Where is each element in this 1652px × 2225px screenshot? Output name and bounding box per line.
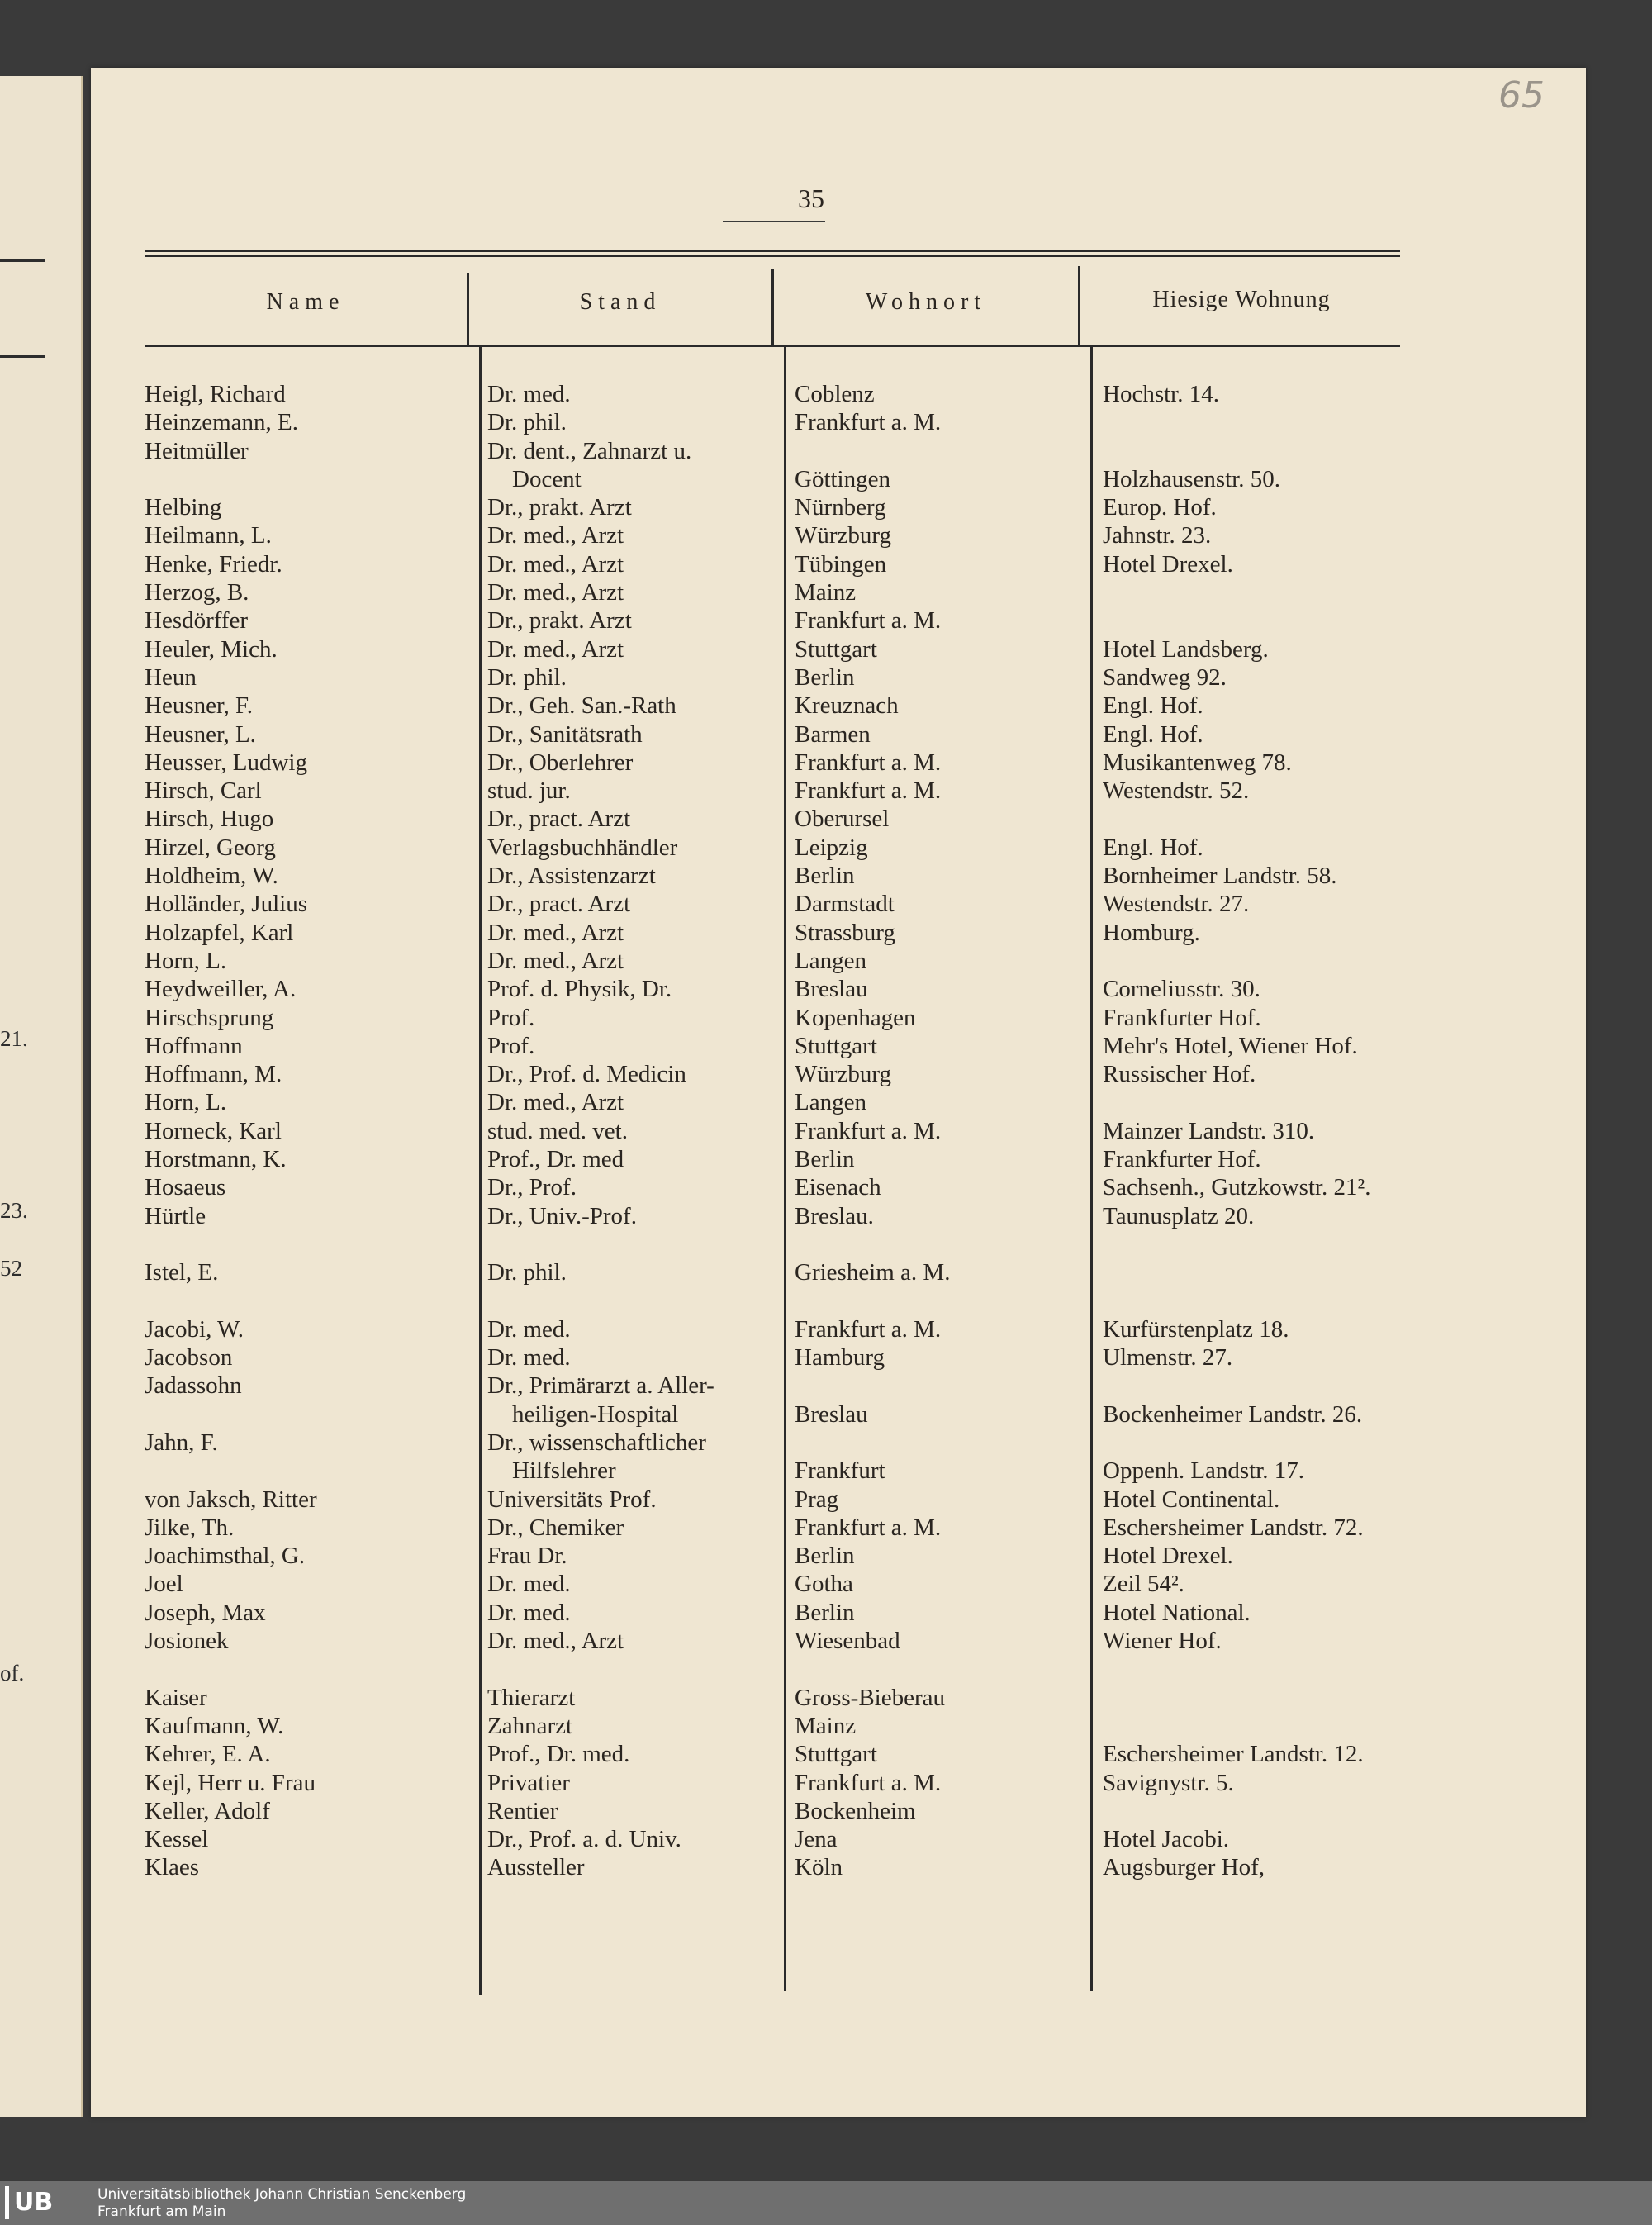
- entry-stand-line: heiligen-Hospital: [512, 1400, 679, 1428]
- entry-wohnort: Barmen: [795, 720, 871, 748]
- entry-stand-line: Dr., Prof. d. Medicin: [487, 1061, 686, 1088]
- entry-wohnort: Frankfurt: [795, 1457, 885, 1485]
- entry-stand-line: Dr. med.: [487, 1315, 571, 1343]
- entry-stand: [487, 1060, 686, 1088]
- entry-stand-line: Dr. med., Arzt: [487, 919, 624, 946]
- table-row: [145, 1202, 1433, 1230]
- entry-wohnung: Eschersheimer Landstr. 12.: [1103, 1741, 1364, 1768]
- entry-stand: [487, 834, 677, 862]
- entry-stand: [487, 635, 624, 663]
- entry-name: Horneck, Karl: [145, 1117, 282, 1144]
- entry-wohnung: Taunusplatz 20.: [1103, 1202, 1255, 1229]
- entry-name: Horn, L.: [145, 1089, 227, 1116]
- entry-wohnung: Hotel Landsberg.: [1103, 635, 1269, 663]
- entry-stand-line: Dr., pract. Arzt: [487, 806, 631, 833]
- entry-stand: [487, 663, 567, 692]
- entry-stand-line: Dr. med., Arzt: [487, 522, 624, 549]
- entry-wohnung: Bornheimer Landstr. 58.: [1103, 863, 1337, 890]
- entry-name: Heilmann, L.: [145, 522, 272, 549]
- entry-name: Heuler, Mich.: [145, 635, 278, 663]
- table-row: [145, 408, 1433, 436]
- entry-name: Heigl, Richard: [145, 381, 286, 407]
- table-row: [145, 1088, 1433, 1116]
- entry-stand: [487, 1599, 571, 1627]
- table-row: [145, 1599, 1433, 1627]
- entry-wohnung: Frankfurter Hof.: [1103, 1146, 1261, 1173]
- entry-stand-line: Dr., Geh. San.-Rath: [487, 692, 676, 720]
- entry-name: Jahn, F.: [145, 1429, 218, 1456]
- entry-wohnung: Europ. Hof.: [1103, 494, 1217, 521]
- entry-name: von Jaksch, Ritter: [145, 1486, 317, 1513]
- left-page-fragment: of.: [0, 1661, 25, 1685]
- entry-name: Joel: [145, 1571, 183, 1598]
- table-row: [145, 720, 1433, 749]
- table-header-rule: [145, 345, 1400, 347]
- entry-wohnung: Hotel National.: [1103, 1599, 1251, 1626]
- entry-wohnung: Bockenheimer Landstr. 26.: [1103, 1400, 1363, 1428]
- entry-name: Klaes: [145, 1854, 200, 1881]
- entry-stand-line: Dr., Univ.-Prof.: [487, 1202, 637, 1229]
- entry-wohnort: Berlin: [795, 1146, 855, 1173]
- entry-wohnort: Würzburg: [795, 1061, 892, 1088]
- entry-stand-line: Dr. phil.: [487, 409, 567, 436]
- entry-wohnort: Berlin: [795, 1543, 855, 1570]
- left-page-fragment: 52: [0, 1256, 22, 1281]
- table-row: [145, 890, 1433, 918]
- entry-name: Heun: [145, 663, 197, 691]
- entry-stand-line: Dr., Chemiker: [487, 1514, 624, 1541]
- entry-wohnung: Mehr's Hotel, Wiener Hof.: [1103, 1032, 1358, 1059]
- entry-name: Hirschsprung: [145, 1004, 274, 1031]
- entry-wohnort: Leipzig: [795, 834, 868, 861]
- entry-wohnort: Frankfurt a. M.: [795, 1315, 942, 1343]
- table-row: [145, 975, 1433, 1003]
- entry-stand-line: Dr. med., Arzt: [487, 635, 624, 663]
- entry-stand-line: Dr., prakt. Arzt: [487, 607, 632, 635]
- entry-name: Heusner, F.: [145, 692, 254, 720]
- document-page: [91, 68, 1586, 2117]
- entry-stand: [487, 1542, 567, 1570]
- table-row: [145, 1173, 1433, 1201]
- entry-wohnung: Westendstr. 52.: [1103, 777, 1250, 805]
- entry-name: Istel, E.: [145, 1259, 219, 1286]
- entry-stand-line: Dr. phil.: [487, 663, 567, 691]
- table-row: [145, 1372, 1433, 1429]
- entry-stand: [487, 749, 633, 777]
- entry-stand-line: Dr. med.: [487, 1571, 571, 1598]
- entry-name: Hirzel, Georg: [145, 834, 276, 861]
- entry-name: Hirsch, Hugo: [145, 806, 274, 833]
- library-footer: [0, 2181, 1652, 2225]
- entry-wohnung: Corneliusstr. 30.: [1103, 976, 1260, 1003]
- entry-stand-line: Frau Dr.: [487, 1543, 567, 1570]
- table-row: [145, 663, 1433, 692]
- footer-line-2: Frankfurt am Main: [97, 2204, 226, 2220]
- entry-wohnort: Langen: [795, 1089, 866, 1116]
- table-row: [145, 635, 1433, 663]
- entry-stand: [487, 862, 656, 890]
- entry-stand: [487, 1486, 657, 1514]
- left-page-rule: [0, 355, 45, 358]
- entry-name: Keller, Adolf: [145, 1797, 270, 1824]
- entry-stand-line: Dr., Prof.: [487, 1174, 577, 1201]
- left-page-fragment: 21.: [0, 1026, 28, 1051]
- entry-stand-line: stud. jur.: [487, 777, 571, 805]
- entry-name: Kejl, Herr u. Frau: [145, 1769, 316, 1796]
- table-row: [145, 493, 1433, 521]
- table-row: [145, 1740, 1433, 1768]
- table-row: [145, 1258, 1433, 1286]
- entry-wohnung: Westendstr. 27.: [1103, 891, 1250, 918]
- entry-wohnort: Frankfurt a. M.: [795, 749, 942, 776]
- entry-wohnort: Darmstadt: [795, 891, 895, 918]
- entry-stand: [487, 1684, 575, 1712]
- entry-wohnung: Eschersheimer Landstr. 72.: [1103, 1514, 1364, 1541]
- entry-wohnung: Frankfurter Hof.: [1103, 1004, 1261, 1031]
- left-page-fragment: 23.: [0, 1198, 28, 1223]
- entry-stand: [487, 890, 630, 918]
- footer-text: [97, 2186, 466, 2221]
- entry-stand: [487, 1343, 571, 1372]
- entry-wohnung: Musikantenweg 78.: [1103, 749, 1292, 776]
- table-row: [145, 1684, 1433, 1712]
- entry-wohnung: Mainzer Landstr. 310.: [1103, 1117, 1315, 1144]
- entry-stand-line: Dr., Oberlehrer: [487, 749, 634, 776]
- entry-wohnort: Stuttgart: [795, 1032, 877, 1059]
- entry-stand: [487, 521, 624, 549]
- table-row: [145, 1853, 1433, 1881]
- left-page-rule: [0, 259, 45, 262]
- entry-name: Jilke, Th.: [145, 1514, 235, 1541]
- entry-wohnung: Savignystr. 5.: [1103, 1769, 1234, 1796]
- entry-stand: [487, 1117, 628, 1145]
- entry-wohnort: Breslau: [795, 976, 868, 1003]
- entry-stand: [487, 1797, 558, 1825]
- entry-wohnung: Wiener Hof.: [1103, 1628, 1222, 1655]
- entry-stand: [487, 1740, 629, 1768]
- entry-stand: [487, 1825, 681, 1853]
- entry-wohnort: Berlin: [795, 1599, 855, 1626]
- entry-stand-line: Verlagsbuchhändler: [487, 834, 678, 861]
- entry-stand-line: Privatier: [487, 1769, 570, 1796]
- entry-wohnort: Kopenhagen: [795, 1004, 916, 1031]
- table-row: [145, 1117, 1433, 1145]
- entry-wohnung: Engl. Hof.: [1103, 720, 1203, 748]
- entry-wohnort: Gross-Bieberau: [795, 1684, 946, 1711]
- entry-wohnort: Prag: [795, 1486, 839, 1513]
- entry-wohnung: Kurfürstenplatz 18.: [1103, 1315, 1289, 1343]
- entry-wohnung: Ulmenstr. 27.: [1103, 1344, 1233, 1372]
- table-top-rule: [145, 250, 1400, 252]
- entry-name: Herzog, B.: [145, 579, 249, 606]
- entry-stand: [487, 408, 567, 436]
- entry-stand-line: Dr., Primärarzt a. Aller-: [487, 1372, 714, 1400]
- ub-logo: UB: [5, 2186, 58, 2219]
- table-row: [145, 1315, 1433, 1343]
- table-top-rule: [145, 255, 1400, 257]
- table-row: [145, 1429, 1433, 1486]
- entry-name: Jacobi, W.: [145, 1315, 244, 1343]
- entry-name: Heitmüller: [145, 437, 249, 464]
- entry-wohnung: Russischer Hof.: [1103, 1061, 1256, 1088]
- entry-wohnung: Hotel Jacobi.: [1103, 1826, 1230, 1853]
- entry-stand-line: Dr. phil.: [487, 1259, 567, 1286]
- entry-stand-line: Prof. d. Physik, Dr.: [487, 976, 672, 1003]
- entry-stand: [487, 1202, 637, 1230]
- entry-wohnung: Oppenh. Landstr. 17.: [1103, 1457, 1305, 1485]
- entry-wohnort: Frankfurt a. M.: [795, 1514, 942, 1541]
- table-row: [145, 1343, 1433, 1372]
- entry-stand-line: Docent: [512, 465, 582, 492]
- entry-stand: [487, 1372, 714, 1429]
- entry-name: Horn, L.: [145, 947, 227, 974]
- entry-name: Kaufmann, W.: [145, 1712, 284, 1739]
- entry-stand: [487, 1712, 572, 1740]
- entry-name: Heinzemann, E.: [145, 409, 299, 436]
- entry-wohnort: Frankfurt a. M.: [795, 1117, 942, 1144]
- entry-stand: [487, 550, 624, 578]
- entry-stand: [487, 493, 632, 521]
- entry-stand-line: Dr. med., Arzt: [487, 947, 624, 974]
- register-table-body: [145, 380, 1433, 1882]
- table-row: [145, 1769, 1433, 1797]
- entry-wohnort: Griesheim a. M.: [795, 1259, 951, 1286]
- table-row: [145, 1712, 1433, 1740]
- entry-stand: [487, 1315, 571, 1343]
- entry-wohnort: Hamburg: [795, 1344, 885, 1372]
- entry-stand: [487, 1627, 624, 1655]
- entry-stand: [487, 1570, 571, 1598]
- entry-wohnort: Breslau.: [795, 1202, 874, 1229]
- entry-wohnort: Stuttgart: [795, 635, 877, 663]
- entry-stand: [487, 1145, 624, 1173]
- table-row: [145, 834, 1433, 862]
- entry-stand: [487, 1088, 624, 1116]
- table-row: [145, 1032, 1433, 1060]
- entry-wohnort: Frankfurt a. M.: [795, 607, 942, 635]
- entry-stand: [487, 437, 691, 494]
- entry-stand-line: Hilfslehrer: [512, 1457, 616, 1485]
- entry-wohnort: Berlin: [795, 863, 855, 890]
- column-header-wohnung: Hiesige Wohnung: [1152, 287, 1331, 312]
- entry-wohnung: Holzhausenstr. 50.: [1103, 465, 1281, 492]
- entry-name: Holzapfel, Karl: [145, 919, 294, 946]
- entry-stand: [487, 1769, 570, 1797]
- entry-stand-line: stud. med. vet.: [487, 1117, 628, 1144]
- entry-wohnort: Bockenheim: [795, 1797, 916, 1824]
- table-row: [145, 1004, 1433, 1032]
- entry-name: Josionek: [145, 1628, 229, 1655]
- table-row: [145, 862, 1433, 890]
- entry-stand-line: Universitäts Prof.: [487, 1486, 657, 1513]
- entry-stand: [487, 720, 643, 749]
- entry-wohnung: Augsburger Hof,: [1103, 1854, 1265, 1881]
- entry-name: Hosaeus: [145, 1174, 226, 1201]
- table-row: [145, 1825, 1433, 1853]
- entry-stand-line: Zahnarzt: [487, 1712, 573, 1739]
- entry-stand: [487, 1004, 534, 1032]
- entry-name: Kessel: [145, 1826, 209, 1853]
- page-number: 35: [798, 183, 824, 213]
- column-header-wohnort: Wohnort: [865, 289, 987, 315]
- entry-name: Heydweiller, A.: [145, 976, 297, 1003]
- entry-stand-line: Dr., prakt. Arzt: [487, 494, 632, 521]
- entry-stand-line: Prof.: [487, 1004, 535, 1031]
- entry-wohnort: Coblenz: [795, 381, 875, 407]
- column-header-stand: Stand: [579, 289, 662, 315]
- entry-wohnort: Tübingen: [795, 550, 887, 578]
- entry-wohnort: Frankfurt a. M.: [795, 409, 942, 436]
- entry-stand: [487, 919, 624, 947]
- entry-wohnung: Hotel Drexel.: [1103, 1543, 1233, 1570]
- entry-stand-line: Dr., Assistenzarzt: [487, 863, 656, 890]
- entry-wohnort: Strassburg: [795, 919, 895, 946]
- entry-name: Kaiser: [145, 1684, 207, 1711]
- entry-stand: [487, 380, 571, 408]
- table-row: [145, 805, 1433, 833]
- entry-wohnort: Gotha: [795, 1571, 853, 1598]
- entry-stand: [487, 692, 676, 720]
- table-row: [145, 1514, 1433, 1542]
- table-row: [145, 692, 1433, 720]
- entry-stand-line: Dr. med., Arzt: [487, 579, 624, 606]
- table-row: [145, 1570, 1433, 1598]
- entry-stand: [487, 947, 624, 975]
- entry-wohnort: Mainz: [795, 579, 857, 606]
- table-row: [145, 606, 1433, 635]
- column-header-name: Name: [266, 289, 345, 315]
- entry-stand: [487, 975, 672, 1003]
- entry-stand-line: Dr. med., Arzt: [487, 550, 624, 578]
- entry-wohnort: Würzburg: [795, 522, 892, 549]
- entry-stand-line: Dr., Sanitätsrath: [487, 720, 643, 748]
- entry-wohnung: Jahnstr. 23.: [1103, 522, 1212, 549]
- entry-wohnort: Kreuznach: [795, 692, 899, 720]
- entry-name: Hoffmann: [145, 1032, 243, 1059]
- entry-wohnung: Homburg.: [1103, 919, 1200, 946]
- entry-name: Hesdörffer: [145, 607, 249, 635]
- entry-stand-line: Dr. dent., Zahnarzt u.: [487, 437, 692, 464]
- entry-wohnort: Stuttgart: [795, 1741, 877, 1768]
- entry-name: Joseph, Max: [145, 1599, 266, 1626]
- entry-stand: [487, 578, 624, 606]
- entry-stand-line: Dr., pract. Arzt: [487, 891, 631, 918]
- table-row: [145, 1060, 1433, 1088]
- entry-wohnort: Eisenach: [795, 1174, 881, 1201]
- entry-wohnort: Berlin: [795, 663, 855, 691]
- entry-stand-line: Thierarzt: [487, 1684, 576, 1711]
- entry-stand-line: Dr. med.: [487, 1599, 571, 1626]
- table-row: [145, 1797, 1433, 1825]
- entry-wohnung: Zeil 54².: [1103, 1571, 1184, 1598]
- entry-stand-line: Prof., Dr. med.: [487, 1741, 630, 1768]
- entry-wohnung: Hotel Continental.: [1103, 1486, 1280, 1513]
- entry-stand: [487, 805, 630, 833]
- entry-name: Heusser, Ludwig: [145, 749, 307, 776]
- entry-stand: [487, 1258, 567, 1286]
- entry-wohnort: Jena: [795, 1826, 838, 1853]
- entry-wohnung: Hotel Drexel.: [1103, 550, 1233, 578]
- entry-name: Henke, Friedr.: [145, 550, 282, 578]
- table-row: [145, 1627, 1433, 1655]
- entry-name: Hirsch, Carl: [145, 777, 262, 805]
- table-row: [145, 777, 1433, 805]
- entry-stand-line: Dr. med.: [487, 381, 571, 407]
- entry-wohnort: Frankfurt a. M.: [795, 777, 942, 805]
- entry-wohnort: Mainz: [795, 1712, 857, 1739]
- entry-wohnort: Köln: [795, 1854, 843, 1881]
- entry-stand-line: Dr., wissenschaftlicher: [487, 1429, 706, 1456]
- entry-wohnort: Breslau: [795, 1400, 868, 1428]
- entry-stand: [487, 1429, 706, 1486]
- entry-name: Hürtle: [145, 1202, 206, 1229]
- entry-name: Hoffmann, M.: [145, 1061, 282, 1088]
- entry-stand-line: Dr. med., Arzt: [487, 1628, 624, 1655]
- entry-wohnung: Sachsenh., Gutzkowstr. 21².: [1103, 1174, 1371, 1201]
- entry-name: Holdheim, W.: [145, 863, 278, 890]
- entry-name: Horstmann, K.: [145, 1146, 287, 1173]
- table-row: [145, 749, 1433, 777]
- entry-stand-line: Prof., Dr. med: [487, 1146, 624, 1173]
- entry-wohnort: Langen: [795, 947, 866, 974]
- entry-name: Jacobson: [145, 1344, 233, 1372]
- table-row: [145, 919, 1433, 947]
- entry-wohnort: Wiesenbad: [795, 1628, 900, 1655]
- table-row: [145, 437, 1433, 494]
- entry-stand-line: Rentier: [487, 1797, 558, 1824]
- pencil-note: 65: [1498, 74, 1545, 116]
- page-number-rule: [723, 221, 825, 222]
- entry-name: Helbing: [145, 494, 222, 521]
- entry-stand: [487, 777, 571, 805]
- entry-wohnung: Engl. Hof.: [1103, 692, 1203, 720]
- entry-wohnung: Engl. Hof.: [1103, 834, 1203, 861]
- entry-name: Holländer, Julius: [145, 891, 307, 918]
- table-row: [145, 1542, 1433, 1570]
- entry-name: Heusner, L.: [145, 720, 256, 748]
- entry-stand: [487, 606, 632, 635]
- entry-stand: [487, 1032, 534, 1060]
- entry-stand: [487, 1514, 624, 1542]
- table-row: [145, 1145, 1433, 1173]
- entry-wohnort: Nürnberg: [795, 494, 886, 521]
- entry-stand: [487, 1173, 577, 1201]
- left-page-edge: [0, 76, 83, 2117]
- footer-line-1: Universitätsbibliothek Johann Christian Senckenberg: [97, 2186, 467, 2203]
- table-row: [145, 578, 1433, 606]
- entry-name: Joachimsthal, G.: [145, 1543, 306, 1570]
- table-row: [145, 380, 1433, 408]
- entry-wohnung: Sandweg 92.: [1103, 663, 1227, 691]
- entry-stand-line: Aussteller: [487, 1854, 585, 1881]
- entry-wohnort: Oberursel: [795, 806, 890, 833]
- table-row: [145, 947, 1433, 975]
- entry-stand-line: Dr. med.: [487, 1344, 571, 1372]
- entry-wohnort: Frankfurt a. M.: [795, 1769, 942, 1796]
- entry-stand-line: Prof.: [487, 1032, 535, 1059]
- entry-stand-line: Dr., Prof. a. d. Univ.: [487, 1826, 681, 1853]
- entry-wohnung: Hochstr. 14.: [1103, 381, 1219, 407]
- table-row: [145, 521, 1433, 549]
- entry-name: Jadassohn: [145, 1372, 242, 1400]
- table-row: [145, 1486, 1433, 1514]
- table-row: [145, 550, 1433, 578]
- entry-stand: [487, 1853, 585, 1881]
- entry-stand-line: Dr. med., Arzt: [487, 1089, 624, 1116]
- entry-wohnort: Göttingen: [795, 465, 890, 492]
- entry-name: Kehrer, E. A.: [145, 1741, 271, 1768]
